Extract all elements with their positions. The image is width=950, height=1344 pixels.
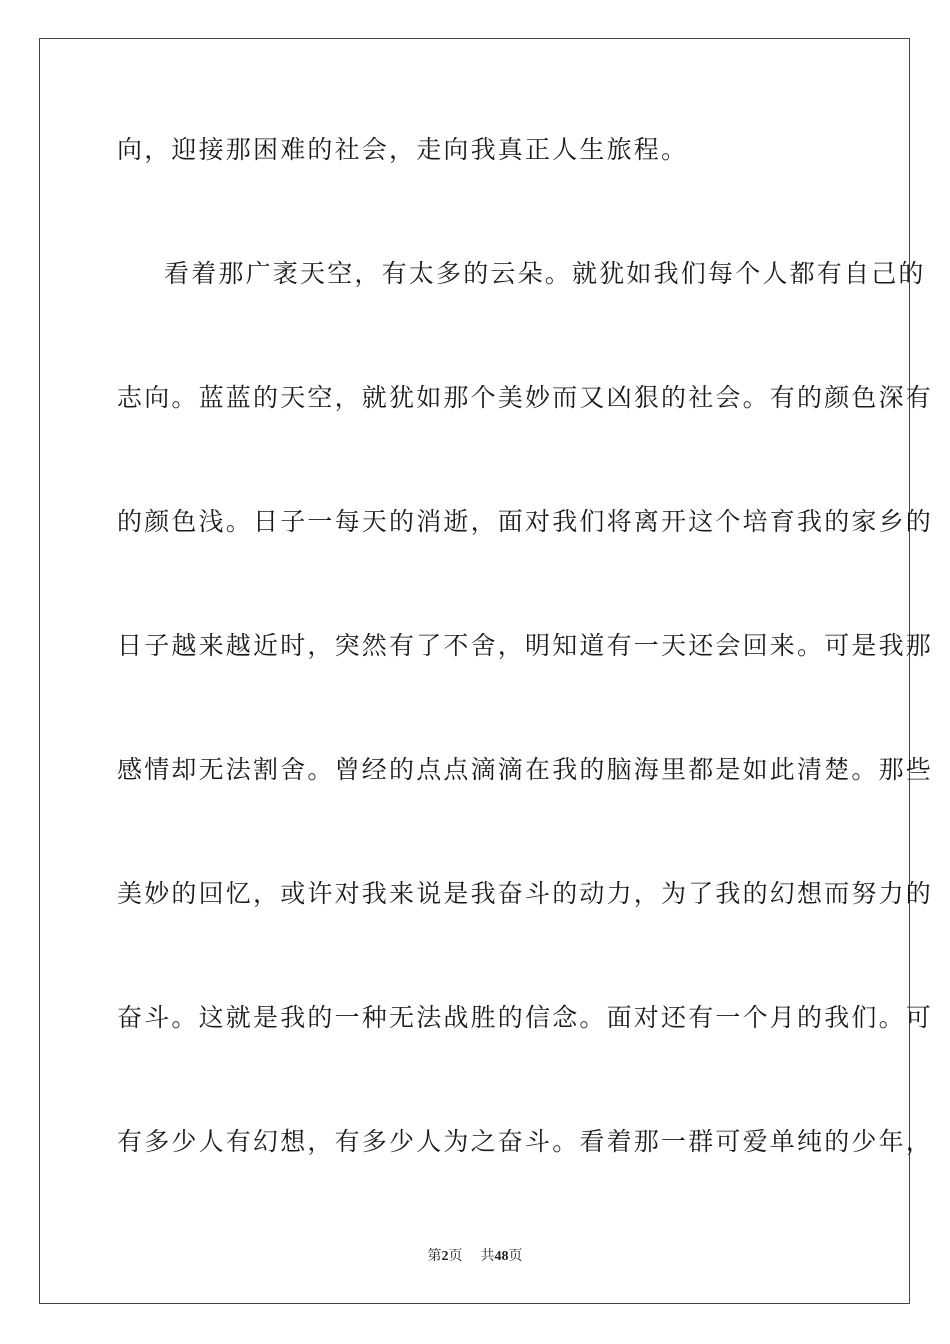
page-suffix: 页	[448, 1248, 463, 1264]
total-suffix: 页	[508, 1248, 523, 1264]
text-line-8: 奋斗。这就是我的一种无法战胜的信念。面对还有一个月的我们。可	[117, 1003, 934, 1032]
text-line-5: 日子越来越近时，突然有了不舍，明知道有一天还会回来。可是我那	[117, 631, 934, 660]
page-border	[39, 38, 934, 1304]
text-line-3: 志向。蓝蓝的天空，就犹如那个美妙而又凶狠的社会。有的颜色深有	[117, 383, 934, 412]
text-line-6: 感情却无法割舍。曾经的点点滴滴在我的脑海里都是如此清楚。那些	[117, 755, 934, 784]
text-line-7: 美妙的回忆，或许对我来说是我奋斗的动力，为了我的幻想而努力的	[117, 879, 934, 908]
page-prefix: 第	[427, 1248, 442, 1264]
total-pages: 48	[494, 1249, 509, 1264]
text-line-2: 看着那广袤天空，有太多的云朵。就犹如我们每个人都有自己的	[164, 259, 926, 288]
text-line-1: 向，迎接那困难的社会，走向我真正人生旅程。	[117, 135, 689, 164]
page-number: 2	[441, 1249, 449, 1264]
text-line-9: 有多少人有幻想，有多少人为之奋斗。看着那一群可爱单纯的少年，	[117, 1127, 934, 1156]
text-line-4: 的颜色浅。日子一每天的消逝，面对我们将离开这个培育我的家乡的	[117, 507, 934, 536]
total-prefix: 共	[480, 1248, 495, 1264]
page-footer	[0, 1247, 950, 1266]
